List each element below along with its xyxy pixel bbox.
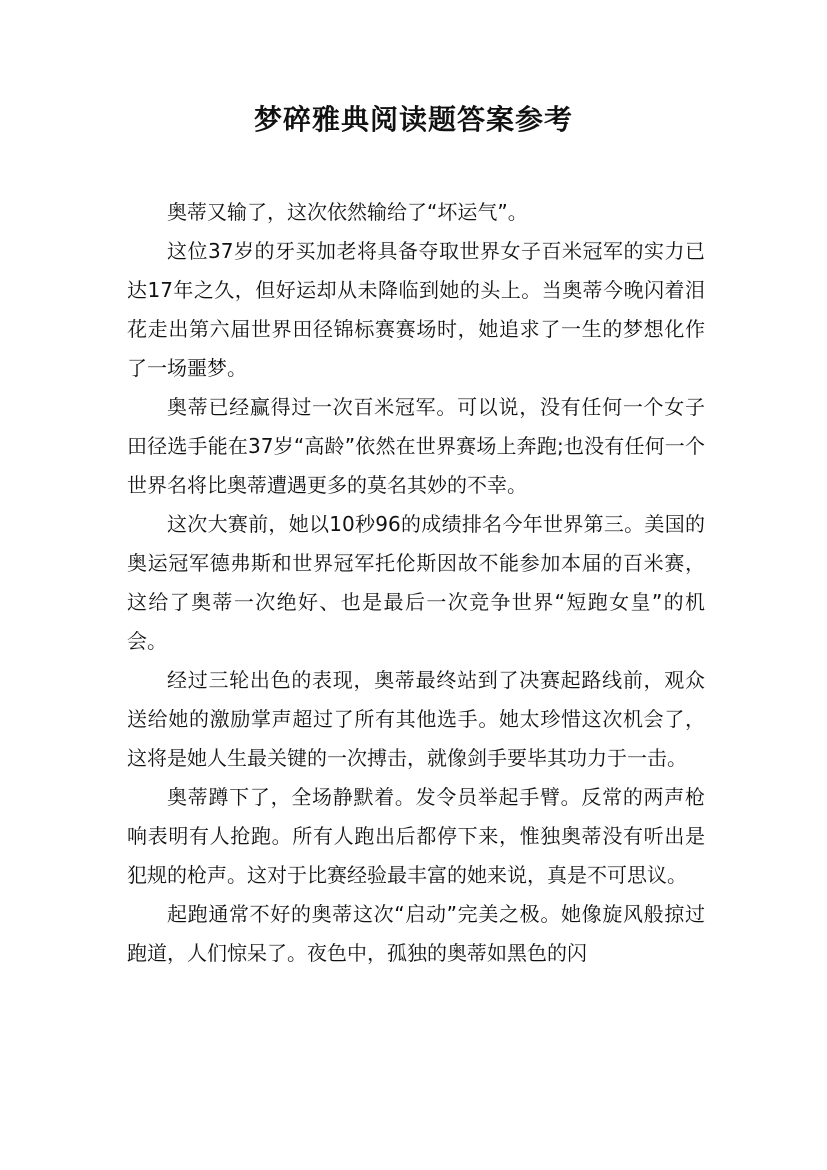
paragraph-1: 奥蒂又输了，这次依然输给了“坏运气”。 bbox=[167, 200, 528, 224]
paragraph-5: 经过三轮出色的表现，奥蒂最终站到了决赛起路线前，观众送给她的激励掌声超过了所有其他选手。她太珍惜这次机会了，这将是她人生最关键的一次搏击，就像剑手要毕其功力于一击。 bbox=[127, 668, 705, 770]
paragraph-2: 这位37岁的牙买加老将具备夺取世界女子百米冠军的实力已达17年之久，但好运却从未降临到她的头上。当奥蒂今晚闪着泪花走出第六届世界田径锦标赛赛场时，她追求了一生的梦想化作了一场噩梦。 bbox=[127, 239, 705, 380]
paragraph-6: 奥蒂蹲下了，全场静默着。发令员举起手臂。反常的两声枪响表明有人抢跑。所有人跑出后都停下来，惟独奥蒂没有听出是犯规的枪声。这对于比赛经验最丰富的她来说，真是不可思议。 bbox=[127, 785, 705, 887]
page-title: 梦碎雅典阅读题答案参考 bbox=[253, 103, 573, 136]
paragraph-3: 奥蒂已经赢得过一次百米冠军。可以说，没有任何一个女子田径选手能在37岁“高龄”依然在世界赛场上奔跑;也没有任何一个世界名将比奥蒂遭遇更多的莫名其妙的不幸。 bbox=[127, 395, 705, 497]
paragraph-4: 这次大赛前，她以10秒96的成绩排名今年世界第三。美国的奥运冠军德弗斯和世界冠军托伦斯因故不能参加本届的百米赛，这给了奥蒂一次绝好、也是最后一次竞争世界“短跑女皇”的机会。 bbox=[127, 512, 705, 653]
paragraph-7: 起跑通常不好的奥蒂这次“启动”完美之极。她像旋风般掠过跑道，人们惊呆了。夜色中，孤独的奥蒂如黑色的闪 bbox=[127, 902, 705, 965]
article-body bbox=[127, 193, 705, 973]
